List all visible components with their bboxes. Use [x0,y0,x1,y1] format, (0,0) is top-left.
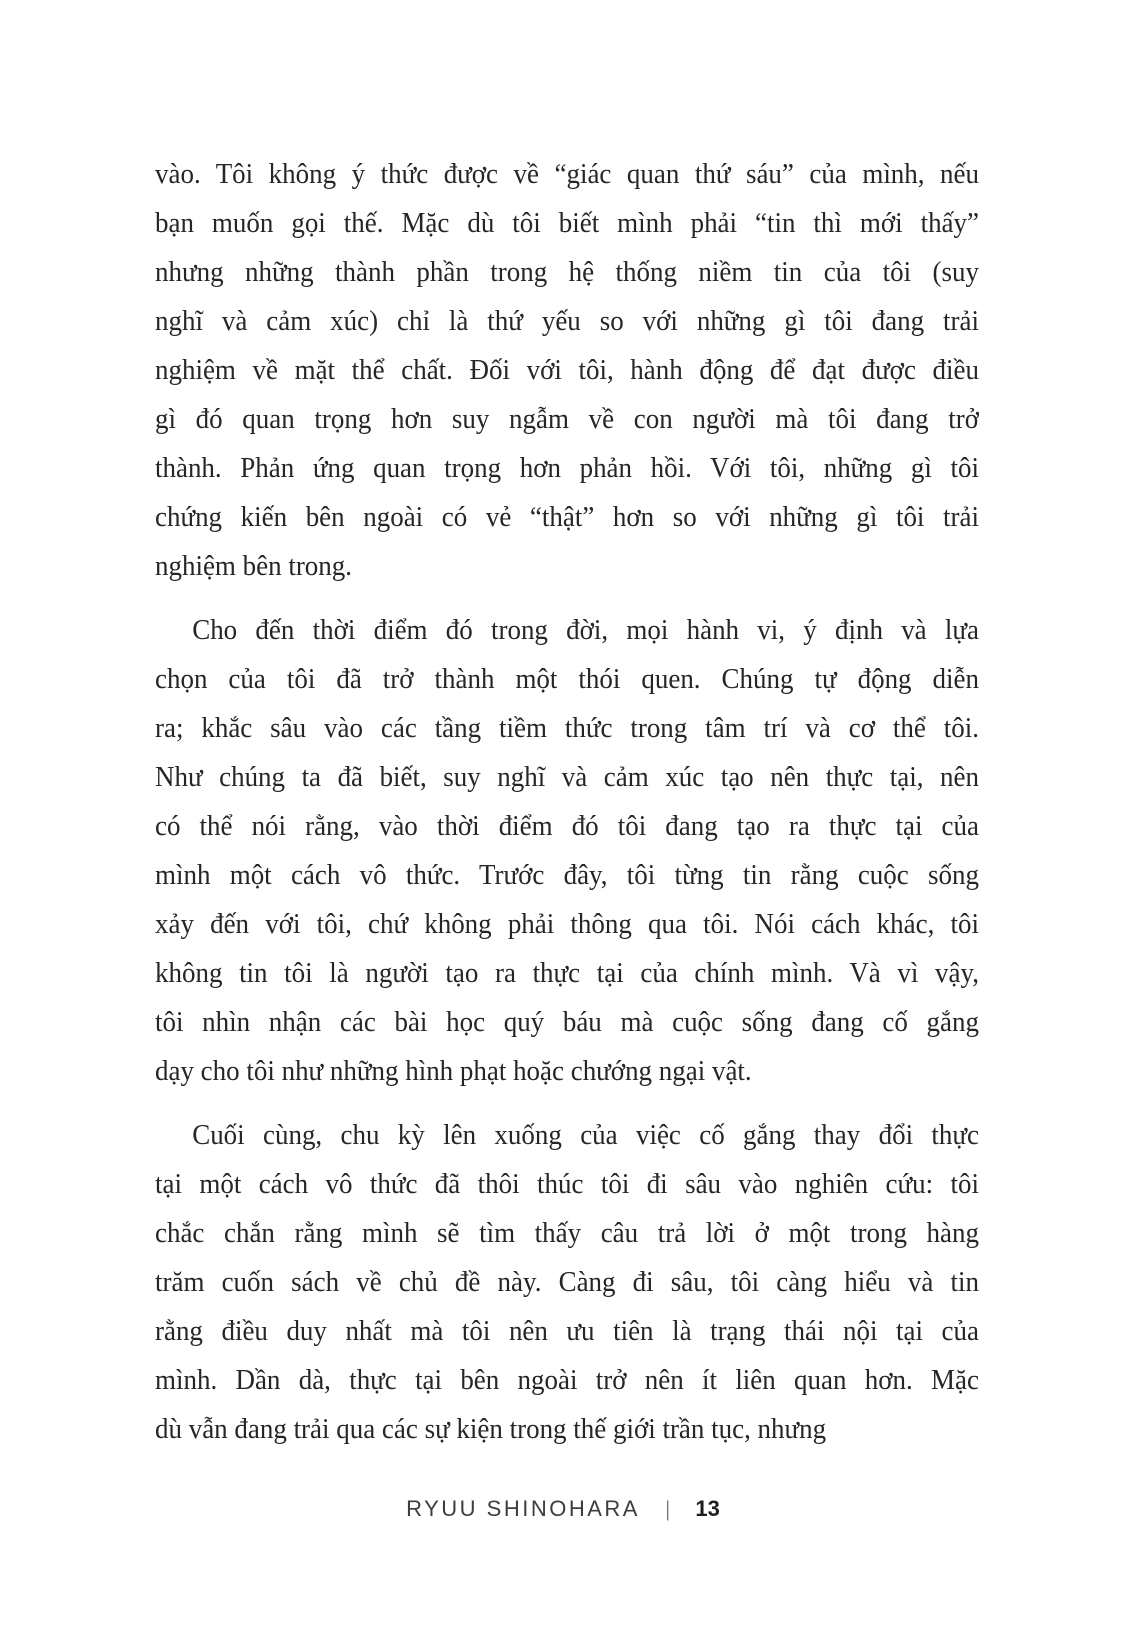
text-line: ra; khắc sâu vào các tầng tiềm thức trong tâm trí và cơ thể tôi. [155,712,979,744]
paragraph [155,1111,979,1454]
footer-separator: | [666,1498,670,1521]
text-line: rằng điều duy nhất mà tôi nên ưu tiên là trạng thái nội tại của [155,1315,979,1347]
text-line: Như chúng ta đã biết, suy nghĩ và cảm xúc tạo nên thực tại, nên [155,761,979,793]
text-line: chọn của tôi đã trở thành một thói quen. Chúng tự động diễn [155,663,979,695]
text-line: mình một cách vô thức. Trước đây, tôi từng tin rằng cuộc sống [155,859,979,891]
page-number: 13 [695,1496,720,1521]
page-footer [0,1496,1126,1522]
text-line: xảy đến với tôi, chứ không phải thông qua tôi. Nói cách khác, tôi [155,908,979,940]
text-line: nghiệm bên trong. [155,550,353,582]
text-line: chắc chắn rằng mình sẽ tìm thấy câu trả lời ở một trong hàng [155,1217,979,1249]
text-line: dù vẫn đang trải qua các sự kiện trong thế giới trần tục, nhưng [155,1413,827,1445]
text-line: Cuối cùng, chu kỳ lên xuống của việc cố gắng thay đổi thực [192,1119,979,1151]
paragraph [155,150,979,591]
text-line: tại một cách vô thức đã thôi thúc tôi đi sâu vào nghiên cứu: tôi [155,1168,979,1200]
text-line: trăm cuốn sách về chủ đề này. Càng đi sâu, tôi càng hiểu và tin [155,1266,979,1298]
text-line: có thể nói rằng, vào thời điểm đó tôi đang tạo ra thực tại của [155,810,979,842]
running-footer-author: RYUU SHINOHARA [406,1496,640,1521]
paragraph [155,606,979,1096]
text-line: dạy cho tôi như những hình phạt hoặc chướng ngại vật. [155,1055,752,1087]
text-line: nghĩ và cảm xúc) chỉ là thứ yếu so với những gì tôi đang trải [155,305,979,337]
text-line: mình. Dần dà, thực tại bên ngoài trở nên ít liên quan hơn. Mặc [155,1364,979,1396]
page-body [155,150,979,1454]
text-line: nhưng những thành phần trong hệ thống niềm tin của tôi (suy [155,256,979,288]
text-line: chứng kiến bên ngoài có vẻ “thật” hơn so với những gì tôi trải [155,501,979,533]
text-line: vào. Tôi không ý thức được về “giác quan thứ sáu” của mình, nếu [155,158,979,190]
text-line: thành. Phản ứng quan trọng hơn phản hồi. Với tôi, những gì tôi [155,452,979,484]
text-line: nghiệm về mặt thể chất. Đối với tôi, hành động để đạt được điều [155,354,979,386]
text-line: không tin tôi là người tạo ra thực tại của chính mình. Và vì vậy, [155,957,979,989]
text-line: tôi nhìn nhận các bài học quý báu mà cuộc sống đang cố gắng [155,1006,979,1038]
text-line: bạn muốn gọi thế. Mặc dù tôi biết mình phải “tin thì mới thấy” [155,207,979,239]
text-line: gì đó quan trọng hơn suy ngẫm về con người mà tôi đang trở [155,403,979,435]
text-line: Cho đến thời điểm đó trong đời, mọi hành vi, ý định và lựa [192,614,979,646]
